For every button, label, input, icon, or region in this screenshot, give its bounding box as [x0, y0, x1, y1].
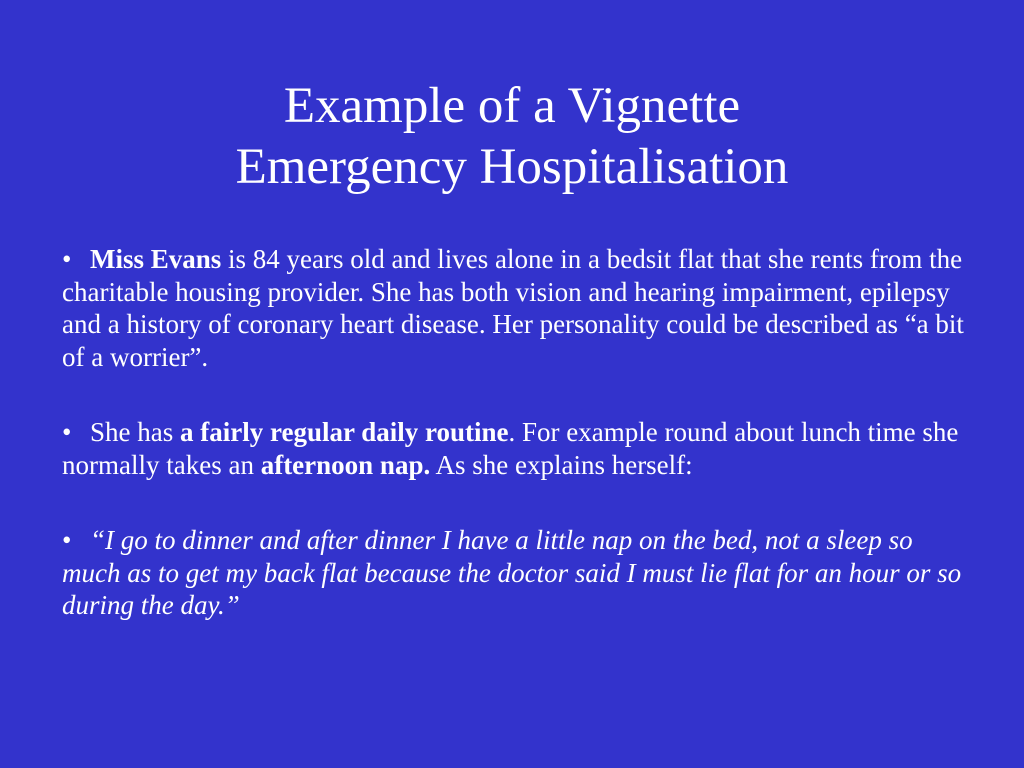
bullet-item-2 [62, 416, 972, 481]
bullet-text-b: . For example round about lunch time she normally takes an [62, 417, 959, 480]
bullet-bold-nap: afternoon nap. [260, 449, 431, 480]
bullet-item-3 [62, 524, 972, 622]
bullet-marker: • [62, 244, 72, 274]
slide-title [0, 76, 1024, 198]
bullet-bold-routine: a fairly regular daily routine [180, 417, 509, 447]
bullet-quote: “I go to dinner and after dinner I have a little nap on the bed, not a sleep so much as to get my back flat because the doctor said I must lie flat for an hour or so during the day.” [62, 525, 962, 620]
bullet-list [62, 243, 972, 665]
bullet-marker: • [62, 417, 72, 447]
title-line-2: Emergency Hospitalisation [235, 139, 789, 195]
bullet-item-1 [62, 243, 972, 373]
bullet-text-c: As she explains herself: [430, 449, 693, 480]
bullet-text-a: She has [90, 417, 180, 447]
bullet-marker: • [62, 525, 72, 555]
bullet-bold-name: Miss Evans [90, 244, 222, 274]
title-line-1: Example of a Vignette [283, 78, 741, 134]
bullet-text: is 84 years old and lives alone in a bedsit flat that she rents from the charitable housing provider. She has both vision and hearing impairment, epilepsy and a history of coronary heart disease. Her personality could be described as “a bit of a worrier”. [62, 244, 964, 372]
